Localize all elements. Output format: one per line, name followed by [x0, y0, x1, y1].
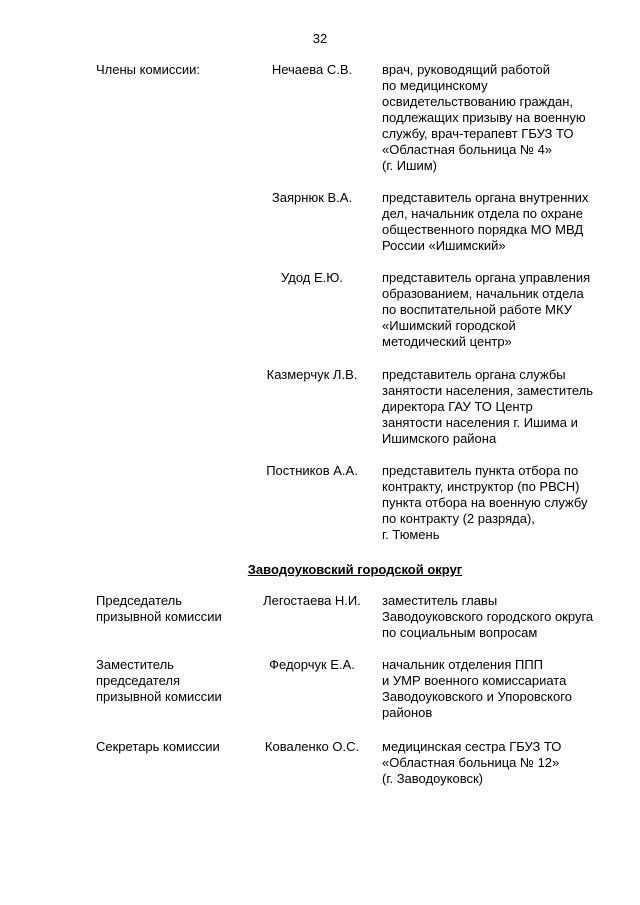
official-description: медицинская сестра ГБУЗ ТО «Областная больница № 12» (г. Заводоуковск) [382, 739, 562, 786]
member-name: Нечаева С.В. [271, 62, 353, 77]
official-description: заместитель главы Заводоуковского городского округа по социальным вопросам [382, 593, 594, 640]
member-description: представитель органа управления образованием, начальник отдела по воспитательной работе МКУ «Ишимский городской методический центр» [382, 270, 591, 349]
official-name: Коваленко О.С. [264, 739, 360, 754]
official-role: Председатель призывной комиссии [96, 593, 222, 624]
member-name: Казмерчук Л.В. [266, 367, 358, 382]
member-name: Заярнюк В.А. [271, 190, 353, 205]
official-name: Легостаева Н.И. [263, 593, 361, 608]
section-title: Заводоуковский городской округ [247, 562, 463, 577]
official-role: Заместитель председателя призывной комиссии [96, 657, 222, 704]
page-number: 32 [312, 31, 328, 46]
member-name: Постников А.А. [266, 463, 358, 478]
member-description: представитель пункта отбора по контракту, инструктор (по РВСН) пункта отбора на военную службу по контракту (2 разряда), г. Тюмень [382, 463, 588, 542]
official-role: Секретарь комиссии [96, 739, 220, 754]
member-name: Удод Е.Ю. [281, 270, 343, 285]
member-description: представитель органа службы занятости населения, заместитель директора ГАУ ТО Центр занятости населения г. Ишима и Ишимского района [382, 367, 594, 446]
official-name: Федорчук Е.А. [269, 657, 355, 672]
official-description: начальник отделения ППП и УМР военного комиссариата Заводоуковского и Упоровского районов [382, 657, 572, 720]
member-description: представитель органа внутренних дел, начальник отдела по охране общественного порядка МО МВД России «Ишимский» [382, 190, 589, 253]
members-label: Члены комиссии: [96, 62, 201, 77]
member-description: врач, руководящий работой по медицинскому освидетельствованию граждан, подлежащих призыву на военную службу, врач-терапевт ГБУЗ ТО «Областная больница № 4» (г. Ишим) [382, 62, 586, 173]
